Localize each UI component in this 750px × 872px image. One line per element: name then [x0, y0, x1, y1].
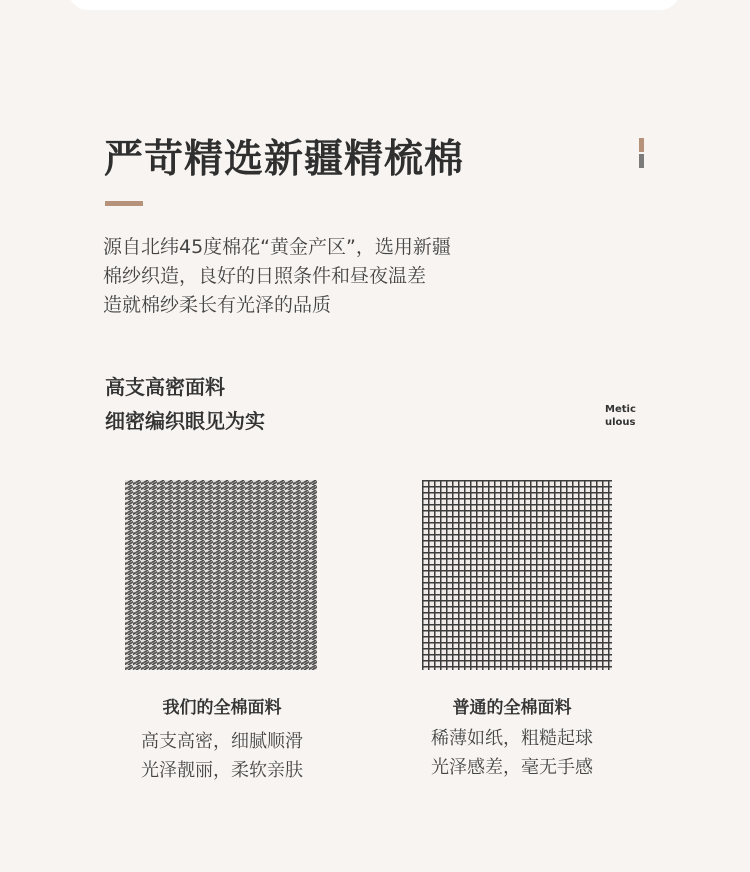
side-mark-gray [639, 154, 644, 168]
ordinary-fabric-title: 普通的全棉面料 [452, 698, 572, 718]
description-line: 光泽感差，毫无手感 [431, 757, 593, 778]
intro-line: 棉纱织造，良好的日照条件和昼夜温差 [103, 265, 427, 287]
section-heading-line: 高支高密面料 [105, 375, 225, 399]
ordinary-fabric-description [387, 724, 637, 782]
english-word-line: Metic [605, 404, 636, 415]
page-title: 严苛精选新疆精梳棉 [104, 137, 465, 182]
intro-line: 源自北纬45度棉花“黄金产区”，选用新疆 [103, 236, 451, 258]
english-word-line: ulous [605, 417, 636, 428]
description-line: 稀薄如纸，粗糙起球 [431, 728, 593, 749]
section-heading [105, 370, 265, 438]
section-heading-line: 细密编织眼见为实 [105, 409, 265, 433]
description-line: 高支高密，细腻顺滑 [141, 731, 303, 752]
description-line: 光泽靓丽，柔软亲肤 [141, 760, 303, 781]
side-mark-tan [639, 138, 644, 152]
top-card [68, 0, 680, 10]
our-fabric-description [97, 727, 347, 785]
english-word-label [605, 403, 636, 429]
loose-fabric-image [422, 480, 612, 670]
our-fabric-title: 我们的全棉面料 [162, 698, 282, 718]
title-underline [105, 201, 143, 206]
intro-paragraph [103, 233, 523, 320]
decorative-side-marks [639, 138, 645, 168]
dense-fabric-image [125, 480, 317, 670]
intro-line: 造就棉纱柔长有光泽的品质 [103, 294, 332, 316]
